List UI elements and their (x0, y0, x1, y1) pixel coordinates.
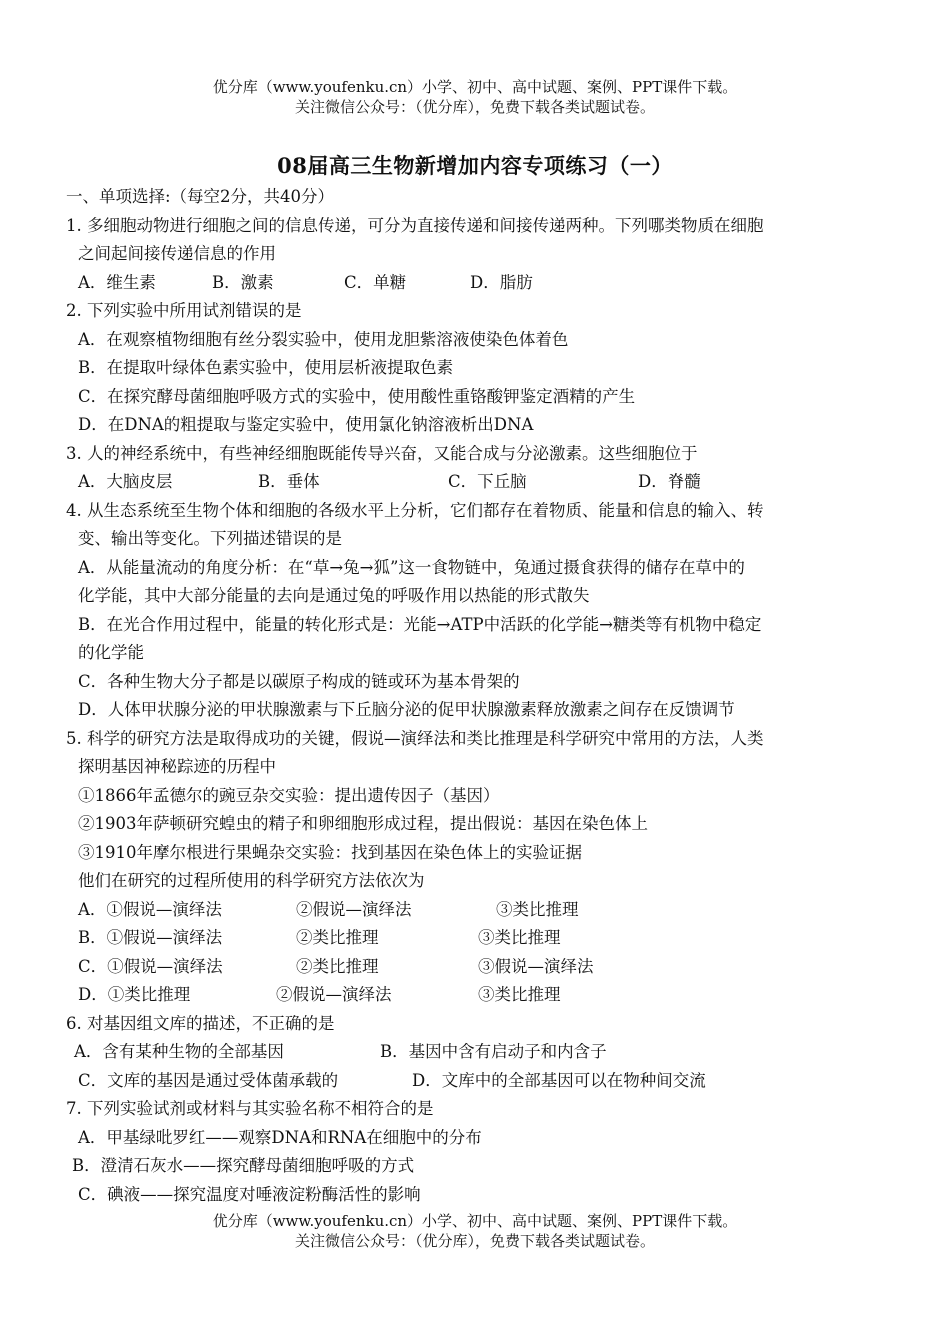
header-line-1: 优分库（www.youfenku.cn）小学、初中、高中试题、案例、PPT课件下载。 (212, 78, 738, 96)
question-3-option-d: D．脊髓 (638, 472, 701, 491)
question-2-option-c: C．在探究酵母菌细胞呼吸方式的实验中，使用酸性重铬酸钾鉴定酒精的产生 (78, 386, 636, 406)
question-6-option-d: D．文库中的全部基因可以在物种间交流 (412, 1070, 706, 1090)
page-footer (0, 1211, 950, 1251)
question-3-option-c: C．下丘脑 (448, 472, 527, 491)
question-7-option-c: C．碘液——探究温度对唾液淀粉酶活性的影响 (78, 1184, 421, 1204)
footer-line-1: 优分库（www.youfenku.cn）小学、初中、高中试题、案例、PPT课件下载。 (212, 1212, 738, 1230)
question-1-option-c: C．单糖 (344, 272, 407, 292)
question-1-option-d: D．脂肪 (470, 272, 533, 292)
header-line-2: 关注微信公众号：（优分库），免费下载各类试题试卷。 (294, 98, 655, 116)
option-d-part-1: D．①类比推理 (78, 985, 191, 1004)
question-6-options-cd (66, 1067, 886, 1096)
question-4-stem-line-1: 4. 从生态系统至生物个体和细胞的各级水平上分析，它们都存在着物质、能量和信息的输入、转 (66, 500, 764, 520)
question-4-option-b-line-1: B．在光合作用过程中，能量的转化形式是：光能→ATP中活跃的化学能→糖类等有机物中稳定 (78, 614, 762, 634)
question-5-statement-3: ③1910年摩尔根进行果蝇杂交实验：找到基因在染色体上的实验证据 (78, 842, 582, 862)
section-heading: 一、单项选择:（每空2分，共40分） (66, 187, 335, 206)
question-5-stem-line-1: 5. 科学的研究方法是取得成功的关键，假说—演绎法和类比推理是科学研究中常用的方法，人类 (66, 728, 764, 748)
question-4-option-c: C．各种生物大分子都是以碳原子构成的链或环为基本骨架的 (78, 671, 520, 691)
question-4-option-b-line-2: 的化学能 (78, 643, 144, 662)
option-b-part-1: B．①假说—演绎法 (78, 928, 223, 947)
question-4-option-a-line-2: 化学能，其中大部分能量的去向是通过兔的呼吸作用以热能的形式散失 (78, 586, 590, 605)
page-header (0, 77, 950, 117)
option-c-part-2: ②类比推理 (296, 956, 379, 976)
question-3-option-b: B．垂体 (258, 472, 320, 491)
question-1-stem-line-2: 之间起间接传递信息的作用 (78, 244, 276, 263)
question-3-stem: 3. 人的神经系统中，有些神经细胞既能传导兴奋，又能合成与分泌激素。这些细胞位于 (66, 443, 698, 463)
question-7-stem: 7. 下列实验试剂或材料与其实验名称不相符合的是 (66, 1099, 434, 1118)
question-5-option-a (66, 896, 886, 925)
question-6-option-b: B．基因中含有启动子和内含子 (380, 1042, 607, 1061)
question-6-stem: 6. 对基因组文库的描述，不正确的是 (66, 1013, 335, 1033)
question-5-statement-1: ①1866年孟德尔的豌豆杂交实验：提出遗传因子（基因） (78, 785, 500, 805)
question-6-options-ab (66, 1038, 886, 1067)
option-a-part-1: A．①假说—演绎法 (78, 899, 222, 919)
question-5-stem-line-2: 探明基因神秘踪迹的历程中 (78, 757, 276, 776)
option-d-part-3: ③类比推理 (478, 985, 561, 1004)
question-2-option-b: B．在提取叶绿体色素实验中，使用层析液提取色素 (78, 358, 454, 377)
option-b-part-2: ②类比推理 (296, 928, 379, 947)
question-2-stem: 2. 下列实验中所用试剂错误的是 (66, 301, 302, 320)
question-1-option-a: A．维生素 (78, 272, 156, 292)
document-title: 08届高三生物新增加内容专项练习（一） (277, 153, 673, 178)
question-1-stem-line-1: 1. 多细胞动物进行细胞之间的信息传递，可分为直接传递和间接传递两种。下列哪类物质在细胞 (66, 215, 764, 235)
question-5-option-b (66, 924, 886, 953)
footer-line-2: 关注微信公众号：（优分库），免费下载各类试题试卷。 (294, 1232, 655, 1250)
question-7-option-a: A．甲基绿吡罗红——观察DNA和RNA在细胞中的分布 (78, 1127, 482, 1147)
question-7-option-b: B．澄清石灰水——探究酵母菌细胞呼吸的方式 (72, 1156, 415, 1175)
question-list (66, 183, 886, 1209)
option-a-part-3: ③类比推理 (496, 899, 579, 919)
question-5-option-c (66, 953, 886, 982)
question-4-option-a-line-1: A．从能量流动的角度分析：在“草→兔→狐”这一食物链中，兔通过摄食获得的储存在草中的 (78, 557, 745, 577)
option-b-part-3: ③类比推理 (478, 928, 561, 947)
option-c-part-1: C．①假说—演绎法 (78, 956, 223, 976)
question-2-option-a: A．在观察植物细胞有丝分裂实验中，使用龙胆紫溶液使染色体着色 (78, 329, 569, 349)
option-c-part-3: ③假说—演绎法 (478, 956, 594, 976)
question-6-option-a: A．含有某种生物的全部基因 (74, 1042, 284, 1061)
question-6-option-c: C．文库的基因是通过受体菌承载的 (78, 1070, 339, 1090)
question-3-option-a: A．大脑皮层 (78, 472, 173, 491)
question-3-options (66, 468, 886, 497)
question-5-statement-2: ②1903年萨顿研究蝗虫的精子和卵细胞形成过程，提出假说：基因在染色体上 (78, 814, 648, 833)
question-5-option-d (66, 981, 886, 1010)
question-1-option-b: B．激素 (212, 272, 274, 292)
question-1-options (66, 269, 886, 298)
option-a-part-2: ②假说—演绎法 (296, 899, 412, 919)
question-4-stem-line-2: 变、输出等变化。下列描述错误的是 (78, 529, 342, 548)
option-d-part-2: ②假说—演绎法 (276, 985, 392, 1004)
question-4-option-d: D．人体甲状腺分泌的甲状腺激素与下丘脑分泌的促甲状腺激素释放激素之间存在反馈调节 (78, 700, 735, 719)
question-5-ask: 他们在研究的过程所使用的科学研究方法依次为 (78, 871, 425, 890)
question-2-option-d: D．在DNA的粗提取与鉴定实验中，使用氯化钠溶液析出DNA (78, 415, 534, 434)
